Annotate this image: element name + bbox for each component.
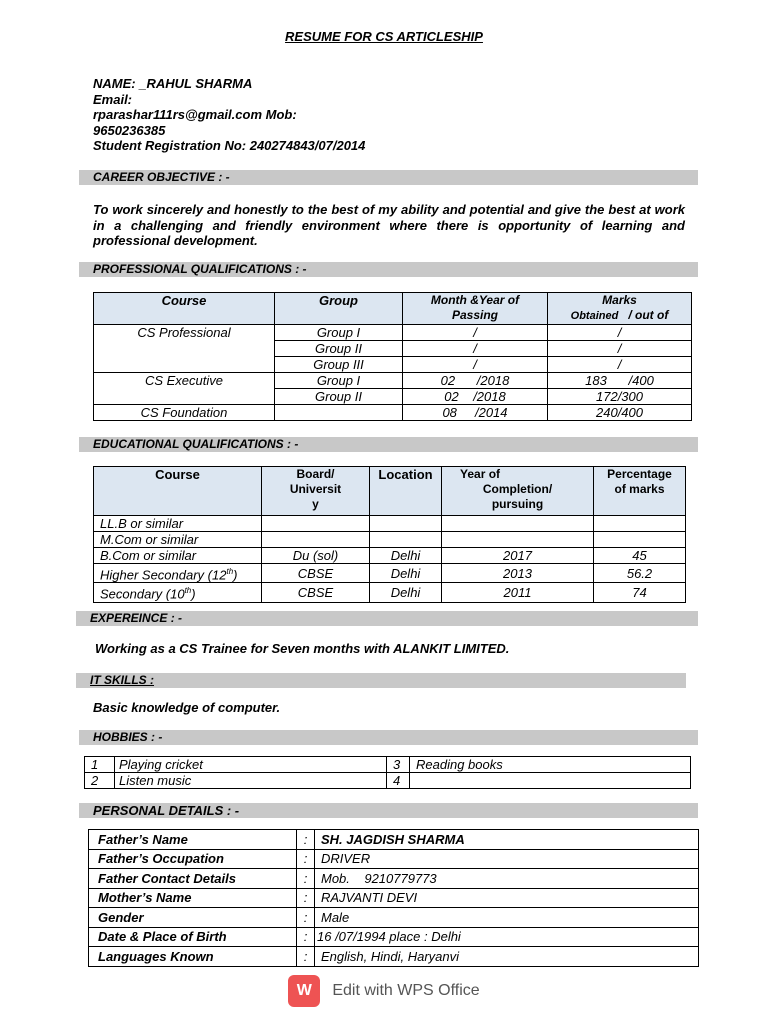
table-row xyxy=(94,532,686,548)
personal-label: Father’s Name xyxy=(89,830,297,850)
table-row xyxy=(89,908,699,928)
career-objective-text: To work sincerely and honestly to the best of my ability and potential and give the best at work in a challenging and friendly environment where there is opportunity of learning and professional development. xyxy=(93,202,685,248)
personal-colon: : xyxy=(297,888,315,908)
prof-group: Group II xyxy=(275,389,403,405)
hobby-number: 4 xyxy=(387,773,410,789)
edu-header-board: Board/ Universit y xyxy=(262,467,370,516)
prof-marks: 240/400 xyxy=(548,405,692,421)
edu-board: CBSE xyxy=(262,583,370,602)
email-mob: rparashar111rs@gmail.com Mob: xyxy=(93,107,297,122)
table-row xyxy=(85,773,691,789)
experience-text: Working as a CS Trainee for Seven months with ALANKIT LIMITED. xyxy=(95,641,510,656)
edu-percentage xyxy=(594,516,686,532)
personal-label: Father Contact Details xyxy=(89,869,297,889)
edu-location: Delhi xyxy=(370,583,442,602)
edu-board xyxy=(262,532,370,548)
edu-location: Delhi xyxy=(370,564,442,583)
prof-header-group: Group xyxy=(275,293,403,325)
registration-number: Student Registration No: 240274843/07/2014 xyxy=(93,138,366,153)
edu-course: Higher Secondary (12th) xyxy=(94,564,262,583)
edu-year xyxy=(442,532,594,548)
professional-qualifications-heading: PROFESSIONAL QUALIFICATIONS : - xyxy=(79,262,698,277)
phone-number: 9650236385 xyxy=(93,122,166,138)
edu-course: B.Com or similar xyxy=(94,548,262,564)
hobby-number: 2 xyxy=(85,773,115,789)
personal-value: 16 /07/1994 place : Delhi xyxy=(315,927,699,947)
prof-passing: 02 /2018 xyxy=(403,389,548,405)
table-row xyxy=(85,757,691,773)
hobby-number: 3 xyxy=(387,757,410,773)
personal-value: Mob. 9210779773 xyxy=(315,869,699,889)
prof-passing: / xyxy=(403,341,548,357)
edu-board: Du (sol) xyxy=(262,548,370,564)
personal-value: English, Hindi, Haryanvi xyxy=(315,947,699,967)
it-skills-text: Basic knowledge of computer. xyxy=(93,700,281,715)
personal-colon: : xyxy=(297,927,315,947)
edu-course: LL.B or similar xyxy=(94,516,262,532)
prof-marks: / xyxy=(548,325,692,341)
resume-title: RESUME FOR CS ARTICLESHIP xyxy=(285,29,483,44)
prof-marks: 183 /400 xyxy=(548,373,692,389)
prof-header-course: Course xyxy=(94,293,275,325)
prof-marks: 172/300 xyxy=(548,389,692,405)
prof-marks: / xyxy=(548,341,692,357)
prof-group: Group III xyxy=(275,357,403,373)
edu-percentage: 56.2 xyxy=(594,564,686,583)
wps-watermark[interactable] xyxy=(0,975,768,1007)
candidate-name: NAME: _RAHUL SHARMA xyxy=(93,76,253,91)
table-row xyxy=(89,927,699,947)
table-row xyxy=(94,583,686,602)
prof-passing: 02 /2018 xyxy=(403,373,548,389)
prof-passing: / xyxy=(403,357,548,373)
personal-label: Father’s Occupation xyxy=(89,849,297,869)
edu-year: 2013 xyxy=(442,564,594,583)
personal-colon: : xyxy=(297,869,315,889)
edu-course: Secondary (10th) xyxy=(94,583,262,602)
personal-label: Languages Known xyxy=(89,947,297,967)
edu-percentage: 45 xyxy=(594,548,686,564)
personal-details-heading: PERSONAL DETAILS : - xyxy=(79,803,698,818)
educational-qualifications-heading: EDUCATIONAL QUALIFICATIONS : - xyxy=(79,437,698,452)
personal-details-table xyxy=(88,829,699,967)
edu-year: 2017 xyxy=(442,548,594,564)
table-row xyxy=(89,947,699,967)
personal-value: RAJVANTI DEVI xyxy=(315,888,699,908)
personal-value: SH. JAGDISH SHARMA xyxy=(315,830,699,850)
table-row xyxy=(89,830,699,850)
prof-header-marks: Marks Obtained / out of xyxy=(548,293,692,325)
educational-qualifications-table xyxy=(93,466,686,603)
prof-group: Group II xyxy=(275,341,403,357)
it-skills-heading: IT SKILLS : xyxy=(76,673,686,688)
edu-header-course: Course xyxy=(94,467,262,516)
wps-watermark-text: Edit with WPS Office xyxy=(332,982,480,999)
edu-course: M.Com or similar xyxy=(94,532,262,548)
edu-board: CBSE xyxy=(262,564,370,583)
prof-passing: 08 /2014 xyxy=(403,405,548,421)
personal-colon: : xyxy=(297,947,315,967)
hobbies-heading: HOBBIES : - xyxy=(79,730,698,745)
edu-year xyxy=(442,516,594,532)
table-row xyxy=(89,869,699,889)
edu-header-year: Year of Completion/ pursuing xyxy=(442,467,594,516)
personal-colon: : xyxy=(297,849,315,869)
edu-location: Delhi xyxy=(370,548,442,564)
prof-header-passing: Month &Year of Passing xyxy=(403,293,548,325)
personal-colon: : xyxy=(297,908,315,928)
edu-board xyxy=(262,516,370,532)
hobby-text: Playing cricket xyxy=(115,757,387,773)
personal-value: DRIVER xyxy=(315,849,699,869)
table-row xyxy=(94,564,686,583)
personal-colon: : xyxy=(297,830,315,850)
edu-header-location: Location xyxy=(370,467,442,516)
prof-group: Group I xyxy=(275,325,403,341)
personal-label: Date & Place of Birth xyxy=(89,927,297,947)
prof-marks: / xyxy=(548,357,692,373)
table-row xyxy=(94,548,686,564)
email-label: Email: xyxy=(93,91,133,107)
table-row xyxy=(89,888,699,908)
prof-group xyxy=(275,405,403,421)
hobby-text xyxy=(410,773,691,789)
personal-label: Mother’s Name xyxy=(89,888,297,908)
prof-course-cs-executive: CS Executive xyxy=(94,373,275,405)
prof-passing: / xyxy=(403,325,548,341)
personal-value: Male xyxy=(315,908,699,928)
personal-label: Gender xyxy=(89,908,297,928)
wps-logo-icon: W xyxy=(288,975,320,1007)
hobby-text: Reading books xyxy=(410,757,691,773)
hobby-text: Listen music xyxy=(115,773,387,789)
career-objective-heading: CAREER OBJECTIVE : - xyxy=(79,170,698,185)
edu-location xyxy=(370,532,442,548)
table-row xyxy=(94,516,686,532)
edu-percentage xyxy=(594,532,686,548)
table-row xyxy=(89,849,699,869)
experience-heading: EXPEREINCE : - xyxy=(76,611,698,626)
edu-year: 2011 xyxy=(442,583,594,602)
edu-percentage: 74 xyxy=(594,583,686,602)
hobby-number: 1 xyxy=(85,757,115,773)
edu-header-percentage: Percentage of marks xyxy=(594,467,686,516)
professional-qualifications-table xyxy=(93,292,692,421)
prof-course-cs-professional: CS Professional xyxy=(94,325,275,373)
contact-info xyxy=(93,76,365,154)
prof-group: Group I xyxy=(275,373,403,389)
edu-location xyxy=(370,516,442,532)
hobbies-table xyxy=(84,756,691,789)
prof-course-cs-foundation: CS Foundation xyxy=(94,405,275,421)
